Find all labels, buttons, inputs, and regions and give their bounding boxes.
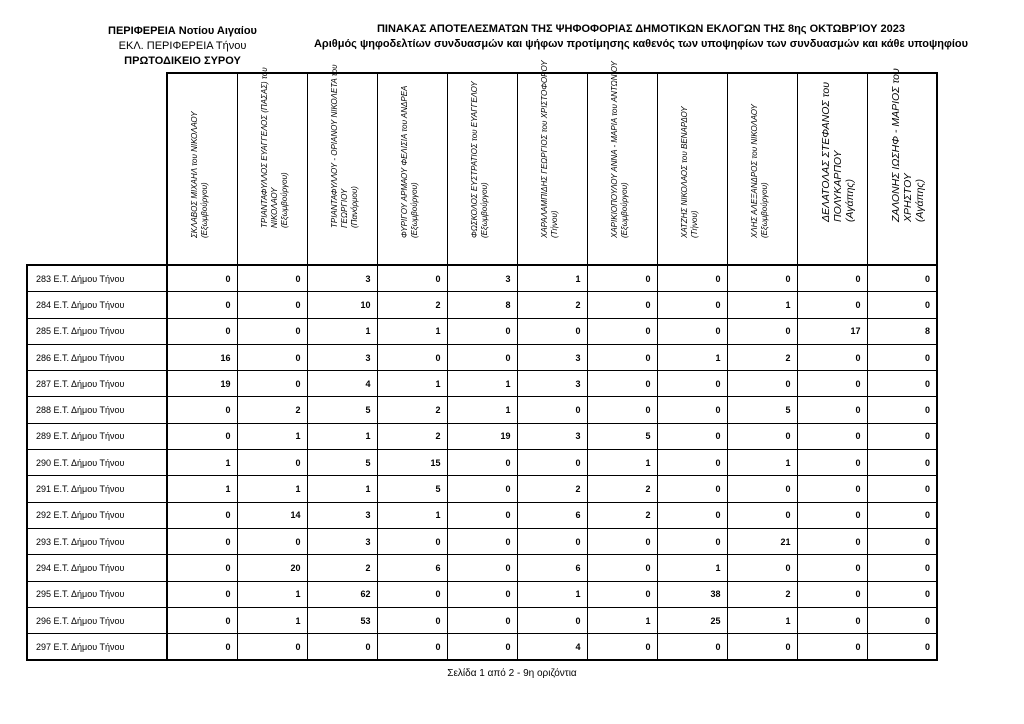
vote-count-cell: 2 xyxy=(517,476,587,502)
vote-count-cell: 0 xyxy=(447,476,517,502)
vote-count-cell: 62 xyxy=(307,581,377,607)
vote-count-cell: 0 xyxy=(587,318,657,344)
candidate-header-text xyxy=(330,46,360,228)
polling-station-label: 286 Ε.Τ. Δήμου Τήνου xyxy=(27,344,167,370)
vote-count-cell: 0 xyxy=(237,371,307,397)
candidate-name: ΧΑΤΖΗΣ ΝΙΚΟΛΑΟΣ του ΒΕΝΑΡΔΟΥ xyxy=(680,106,689,238)
vote-count-cell: 2 xyxy=(587,476,657,502)
vote-count-cell: 0 xyxy=(237,344,307,370)
vote-count-cell: 1 xyxy=(237,423,307,449)
table-row xyxy=(27,423,937,449)
polling-station-label: 285 Ε.Τ. Δήμου Τήνου xyxy=(27,318,167,344)
vote-count-cell: 4 xyxy=(307,371,377,397)
vote-count-cell: 0 xyxy=(237,265,307,292)
vote-count-cell: 1 xyxy=(447,371,517,397)
polling-station-label: 289 Ε.Τ. Δήμου Τήνου xyxy=(27,423,167,449)
vote-count-cell: 2 xyxy=(587,502,657,528)
vote-count-cell: 1 xyxy=(377,502,447,528)
vote-count-cell: 0 xyxy=(867,476,937,502)
candidate-header-text xyxy=(680,56,700,238)
vote-count-cell: 0 xyxy=(867,397,937,423)
vote-count-cell: 15 xyxy=(377,450,447,476)
candidate-header-text xyxy=(470,56,490,238)
vote-count-cell: 17 xyxy=(797,318,867,344)
vote-count-cell: 3 xyxy=(307,265,377,292)
vote-count-cell: 38 xyxy=(657,581,727,607)
vote-count-cell: 3 xyxy=(447,265,517,292)
candidate-party: (Τήνου) xyxy=(550,210,559,238)
candidate-party: (Πανόρμου) xyxy=(350,186,359,228)
candidate-header-text xyxy=(260,46,290,228)
vote-count-cell: 0 xyxy=(797,555,867,581)
vote-count-cell: 2 xyxy=(727,344,797,370)
vote-count-cell: 53 xyxy=(307,607,377,633)
vote-count-cell: 0 xyxy=(867,371,937,397)
vote-count-cell: 0 xyxy=(237,292,307,318)
table-row xyxy=(27,371,937,397)
candidate-header-text xyxy=(890,40,926,222)
header-corner xyxy=(27,73,167,265)
table-row xyxy=(27,265,937,292)
vote-count-cell: 0 xyxy=(657,265,727,292)
candidate-header-text xyxy=(540,56,560,238)
vote-count-cell: 1 xyxy=(307,318,377,344)
table-row xyxy=(27,607,937,633)
vote-count-cell: 0 xyxy=(867,265,937,292)
vote-count-cell: 0 xyxy=(587,344,657,370)
vote-count-cell: 0 xyxy=(587,528,657,554)
polling-station-label: 290 Ε.Τ. Δήμου Τήνου xyxy=(27,450,167,476)
vote-count-cell: 0 xyxy=(657,423,727,449)
candidate-name: ΣΚΛΑΒΟΣ ΜΙΧΑΗΛ του ΝΙΚΟΛΑΟΥ xyxy=(190,111,200,238)
vote-count-cell: 0 xyxy=(727,371,797,397)
table-row xyxy=(27,634,937,661)
table-row xyxy=(27,292,937,318)
vote-count-cell: 2 xyxy=(517,292,587,318)
vote-count-cell: 0 xyxy=(447,502,517,528)
candidate-party: (Αγάπης) xyxy=(913,178,926,222)
vote-count-cell: 8 xyxy=(447,292,517,318)
candidate-header xyxy=(377,73,447,265)
vote-count-cell: 0 xyxy=(447,607,517,633)
vote-count-cell: 3 xyxy=(517,344,587,370)
polling-station-label: 287 Ε.Τ. Δήμου Τήνου xyxy=(27,371,167,397)
table-row xyxy=(27,397,937,423)
vote-count-cell: 0 xyxy=(167,555,237,581)
results-body xyxy=(27,265,937,660)
vote-count-cell: 0 xyxy=(377,528,447,554)
vote-count-cell: 16 xyxy=(167,344,237,370)
vote-count-cell: 0 xyxy=(237,318,307,344)
vote-count-cell: 0 xyxy=(447,528,517,554)
vote-count-cell: 0 xyxy=(727,476,797,502)
candidate-header xyxy=(867,68,937,265)
vote-count-cell: 0 xyxy=(167,292,237,318)
candidate-header xyxy=(237,67,307,265)
vote-count-cell: 5 xyxy=(307,450,377,476)
vote-count-cell: 0 xyxy=(447,318,517,344)
vote-count-cell: 0 xyxy=(587,371,657,397)
vote-count-cell: 0 xyxy=(727,265,797,292)
vote-count-cell: 0 xyxy=(867,450,937,476)
vote-count-cell: 0 xyxy=(657,528,727,554)
vote-count-cell: 0 xyxy=(447,634,517,661)
vote-count-cell: 0 xyxy=(377,344,447,370)
candidate-header xyxy=(657,73,727,265)
table-row xyxy=(27,555,937,581)
page-footer: Σελίδα 1 από 2 - 9η οριζόντια xyxy=(447,668,577,679)
vote-count-cell: 0 xyxy=(797,450,867,476)
vote-count-cell: 0 xyxy=(797,634,867,661)
polling-station-label: 295 Ε.Τ. Δήμου Τήνου xyxy=(27,581,167,607)
vote-count-cell: 0 xyxy=(237,634,307,661)
candidate-party: (Εξωμβούργου) xyxy=(760,182,769,238)
vote-count-cell: 0 xyxy=(657,634,727,661)
vote-count-cell: 21 xyxy=(727,528,797,554)
vote-count-cell: 5 xyxy=(377,476,447,502)
candidate-party: (Εξωμβούργου) xyxy=(620,182,629,238)
vote-count-cell: 1 xyxy=(727,607,797,633)
vote-count-cell: 0 xyxy=(867,607,937,633)
vote-count-cell: 0 xyxy=(797,344,867,370)
vote-count-cell: 2 xyxy=(377,423,447,449)
vote-count-cell: 0 xyxy=(867,502,937,528)
vote-count-cell: 0 xyxy=(517,397,587,423)
vote-count-cell: 0 xyxy=(517,450,587,476)
vote-count-cell: 0 xyxy=(797,502,867,528)
header-right xyxy=(296,22,986,52)
vote-count-cell: 0 xyxy=(167,528,237,554)
candidate-name: ΦΥΡΙΓΟΥ ΑΡΜΑΟΥ ΦΕΛΙΣΙΑ του ΑΝΔΡΕΑ xyxy=(400,85,409,238)
vote-count-cell: 3 xyxy=(307,528,377,554)
vote-count-cell: 19 xyxy=(447,423,517,449)
vote-count-cell: 0 xyxy=(797,423,867,449)
vote-count-cell: 6 xyxy=(377,555,447,581)
table-row xyxy=(27,450,937,476)
candidate-name: ΧΛΗΣ ΑΛΕΞΑΝΔΡΟΣ του ΝΙΚΟΛΑΟΥ xyxy=(750,104,759,238)
vote-count-cell: 2 xyxy=(237,397,307,423)
vote-count-cell: 0 xyxy=(167,634,237,661)
vote-count-cell: 1 xyxy=(517,581,587,607)
page-title: ΠΙΝΑΚΑΣ ΑΠΟΤΕΛΕΣΜΑΤΩΝ ΤΗΣ ΨΗΦΟΦΟΡΙΑΣ ΔΗΜΟΤΙΚΩΝ ΕΚΛΟΓΩΝ ΤΗΣ 8ης ΟΚΤΩΒΡΊΟΥ 2023 xyxy=(376,23,906,35)
vote-count-cell: 0 xyxy=(167,397,237,423)
candidate-header xyxy=(167,73,237,265)
vote-count-cell: 0 xyxy=(797,581,867,607)
vote-count-cell: 0 xyxy=(237,528,307,554)
vote-count-cell: 0 xyxy=(867,292,937,318)
vote-count-cell: 0 xyxy=(867,344,937,370)
vote-count-cell: 0 xyxy=(657,318,727,344)
vote-count-cell: 1 xyxy=(727,450,797,476)
candidate-header-text xyxy=(820,40,856,222)
court-name: ΠΡΩΤΟΔΙΚΕΙΟ ΣΥΡΟΥ xyxy=(124,55,241,67)
table-row xyxy=(27,502,937,528)
vote-count-cell: 2 xyxy=(307,555,377,581)
vote-count-cell: 1 xyxy=(587,450,657,476)
candidate-party: (Εξωμβούργου) xyxy=(480,182,489,238)
vote-count-cell: 0 xyxy=(657,371,727,397)
vote-count-cell: 0 xyxy=(517,607,587,633)
vote-count-cell: 5 xyxy=(587,423,657,449)
polling-station-label: 296 Ε.Τ. Δήμου Τήνου xyxy=(27,607,167,633)
vote-count-cell: 0 xyxy=(167,265,237,292)
vote-count-cell: 1 xyxy=(447,397,517,423)
vote-count-cell: 10 xyxy=(307,292,377,318)
vote-count-cell: 0 xyxy=(377,265,447,292)
vote-count-cell: 5 xyxy=(307,397,377,423)
vote-count-cell: 19 xyxy=(167,371,237,397)
table-row xyxy=(27,476,937,502)
vote-count-cell: 1 xyxy=(377,318,447,344)
vote-count-cell: 3 xyxy=(307,502,377,528)
polling-station-label: 294 Ε.Τ. Δήμου Τήνου xyxy=(27,555,167,581)
vote-count-cell: 1 xyxy=(377,371,447,397)
polling-station-label: 284 Ε.Τ. Δήμου Τήνου xyxy=(27,292,167,318)
vote-count-cell: 0 xyxy=(587,555,657,581)
candidate-header xyxy=(797,73,867,265)
vote-count-cell: 0 xyxy=(797,476,867,502)
candidate-name: ΖΑΛΟΝΗΣ ΙΩΣΗΦ - ΜΑΡΙΟΣ του ΧΡΗΣΤΟΥ xyxy=(889,68,914,222)
vote-count-cell: 0 xyxy=(307,634,377,661)
vote-count-cell: 0 xyxy=(587,634,657,661)
vote-count-cell: 0 xyxy=(447,581,517,607)
polling-station-label: 292 Ε.Τ. Δήμου Τήνου xyxy=(27,502,167,528)
vote-count-cell: 6 xyxy=(517,502,587,528)
vote-count-cell: 3 xyxy=(517,423,587,449)
vote-count-cell: 1 xyxy=(237,607,307,633)
vote-count-cell: 0 xyxy=(587,292,657,318)
vote-count-cell: 14 xyxy=(237,502,307,528)
table-row xyxy=(27,581,937,607)
vote-count-cell: 0 xyxy=(797,371,867,397)
header-left xyxy=(95,24,270,69)
page-subtitle: Αριθμός ψηφοδελτίων συνδυασμών και ψήφων προτίμησης καθενός των υποψηφίων των συνδυασμών και κάθε υποψηφίου xyxy=(313,38,969,50)
vote-count-cell: 1 xyxy=(167,476,237,502)
vote-count-cell: 0 xyxy=(167,423,237,449)
vote-count-cell: 1 xyxy=(727,292,797,318)
vote-count-cell: 0 xyxy=(727,634,797,661)
vote-count-cell: 6 xyxy=(517,555,587,581)
vote-count-cell: 0 xyxy=(797,292,867,318)
candidate-header-text xyxy=(400,56,420,238)
table-row xyxy=(27,344,937,370)
vote-count-cell: 0 xyxy=(447,555,517,581)
candidate-name: ΤΡΙΑΝΤΑΦΥΛΛΟΣ ΕΥΑΓΓΕΛΟΣ (ΠΑΣΑΣ) του ΝΙΚΟΛΑΟΥ xyxy=(260,67,279,228)
vote-count-cell: 0 xyxy=(797,528,867,554)
vote-count-cell: 0 xyxy=(797,397,867,423)
vote-count-cell: 0 xyxy=(727,502,797,528)
table-row xyxy=(27,318,937,344)
candidate-party: (Τήνου) xyxy=(690,210,699,238)
polling-station-label: 288 Ε.Τ. Δήμου Τήνου xyxy=(27,397,167,423)
candidate-header-text xyxy=(750,56,770,238)
vote-count-cell: 1 xyxy=(237,581,307,607)
candidate-party: (Εξωμβούργου) xyxy=(410,182,419,238)
polling-station-label: 283 Ε.Τ. Δήμου Τήνου xyxy=(27,265,167,292)
vote-count-cell: 0 xyxy=(377,634,447,661)
vote-count-cell: 25 xyxy=(657,607,727,633)
vote-count-cell: 0 xyxy=(867,555,937,581)
vote-count-cell: 5 xyxy=(727,397,797,423)
vote-count-cell: 1 xyxy=(517,265,587,292)
vote-count-cell: 1 xyxy=(307,423,377,449)
candidate-name: ΔΕΛΑΤΟΛΑΣ ΣΤΕΦΑΝΟΣ του ΠΟΛΥΚΑΡΠΟΥ xyxy=(820,82,844,222)
candidate-header-text xyxy=(190,56,210,238)
vote-count-cell: 20 xyxy=(237,555,307,581)
candidate-header xyxy=(587,61,657,265)
vote-count-cell: 0 xyxy=(587,397,657,423)
vote-count-cell: 2 xyxy=(377,397,447,423)
candidate-header xyxy=(727,73,797,265)
vote-count-cell: 0 xyxy=(657,476,727,502)
candidate-header-text xyxy=(610,56,630,238)
vote-count-cell: 0 xyxy=(867,423,937,449)
table-row xyxy=(27,528,937,554)
polling-station-label: 297 Ε.Τ. Δήμου Τήνου xyxy=(27,634,167,661)
vote-count-cell: 1 xyxy=(167,450,237,476)
candidate-header-row xyxy=(27,73,937,265)
vote-count-cell: 1 xyxy=(657,555,727,581)
vote-count-cell: 0 xyxy=(587,265,657,292)
candidate-name: ΤΡΙΑΝΤΑΦΥΛΛΟΥ - ΟΡΙΑΝΟΥ ΝΙΚΟΛΕΤΑ του ΓΕΩΡΓΙΟΥ xyxy=(330,64,349,228)
candidate-header xyxy=(447,73,517,265)
polling-station-label: 291 Ε.Τ. Δήμου Τήνου xyxy=(27,476,167,502)
vote-count-cell: 0 xyxy=(167,581,237,607)
vote-count-cell: 0 xyxy=(797,265,867,292)
vote-count-cell: 2 xyxy=(727,581,797,607)
candidate-name: ΦΩΣΚΟΛΟΣ ΕΥΣΤΡΑΤΙΟΣ του ΕΥΑΓΓΕΛΟΥ xyxy=(470,81,479,238)
vote-count-cell: 0 xyxy=(657,292,727,318)
vote-count-cell: 0 xyxy=(657,450,727,476)
vote-count-cell: 0 xyxy=(377,607,447,633)
vote-count-cell: 4 xyxy=(517,634,587,661)
vote-count-cell: 3 xyxy=(517,371,587,397)
vote-count-cell: 2 xyxy=(377,292,447,318)
vote-count-cell: 0 xyxy=(867,634,937,661)
candidate-name: ΧΑΡΙΚΙΟΠΟΥΛΟΥ ΑΝΝΑ - ΜΑΡΙΑ του ΑΝΤΩΝΙΟΥ xyxy=(610,61,619,238)
vote-count-cell: 0 xyxy=(447,344,517,370)
vote-count-cell: 0 xyxy=(657,502,727,528)
vote-count-cell: 1 xyxy=(237,476,307,502)
vote-count-cell: 3 xyxy=(307,344,377,370)
candidate-name: ΧΑΡΑΛΑΜΠΙΔΗΣ ΓΕΩΡΓΙΟΣ του ΧΡΙΣΤΟΦΟΡΟΥ xyxy=(540,60,549,238)
vote-count-cell: 0 xyxy=(447,450,517,476)
vote-count-cell: 0 xyxy=(237,450,307,476)
vote-count-cell: 0 xyxy=(167,607,237,633)
vote-count-cell: 1 xyxy=(587,607,657,633)
vote-count-cell: 0 xyxy=(797,607,867,633)
electoral-district: ΕΚΛ. ΠΕΡΙΦΕΡΕΙΑ Τήνου xyxy=(118,40,247,52)
vote-count-cell: 8 xyxy=(867,318,937,344)
candidate-party: (Αγάπης) xyxy=(844,178,856,222)
vote-count-cell: 0 xyxy=(727,555,797,581)
vote-count-cell: 0 xyxy=(657,397,727,423)
region-title: ΠΕΡΙΦΕΡΕΙΑ Νοτίου Αιγαίου xyxy=(108,25,257,37)
candidate-party: (Εξωμβούργου) xyxy=(280,172,289,228)
vote-count-cell: 1 xyxy=(657,344,727,370)
vote-count-cell: 0 xyxy=(377,581,447,607)
vote-count-cell: 0 xyxy=(867,581,937,607)
polling-station-label: 293 Ε.Τ. Δήμου Τήνου xyxy=(27,528,167,554)
vote-count-cell: 0 xyxy=(727,318,797,344)
vote-count-cell: 1 xyxy=(307,476,377,502)
vote-count-cell: 0 xyxy=(727,423,797,449)
candidate-header xyxy=(307,64,377,265)
vote-count-cell: 0 xyxy=(167,318,237,344)
vote-count-cell: 0 xyxy=(867,528,937,554)
candidate-party: (Εξωμβούργου) xyxy=(200,182,210,238)
vote-count-cell: 0 xyxy=(517,528,587,554)
vote-count-cell: 0 xyxy=(517,318,587,344)
vote-count-cell: 0 xyxy=(587,581,657,607)
vote-count-cell: 0 xyxy=(167,502,237,528)
candidate-header xyxy=(517,60,587,265)
